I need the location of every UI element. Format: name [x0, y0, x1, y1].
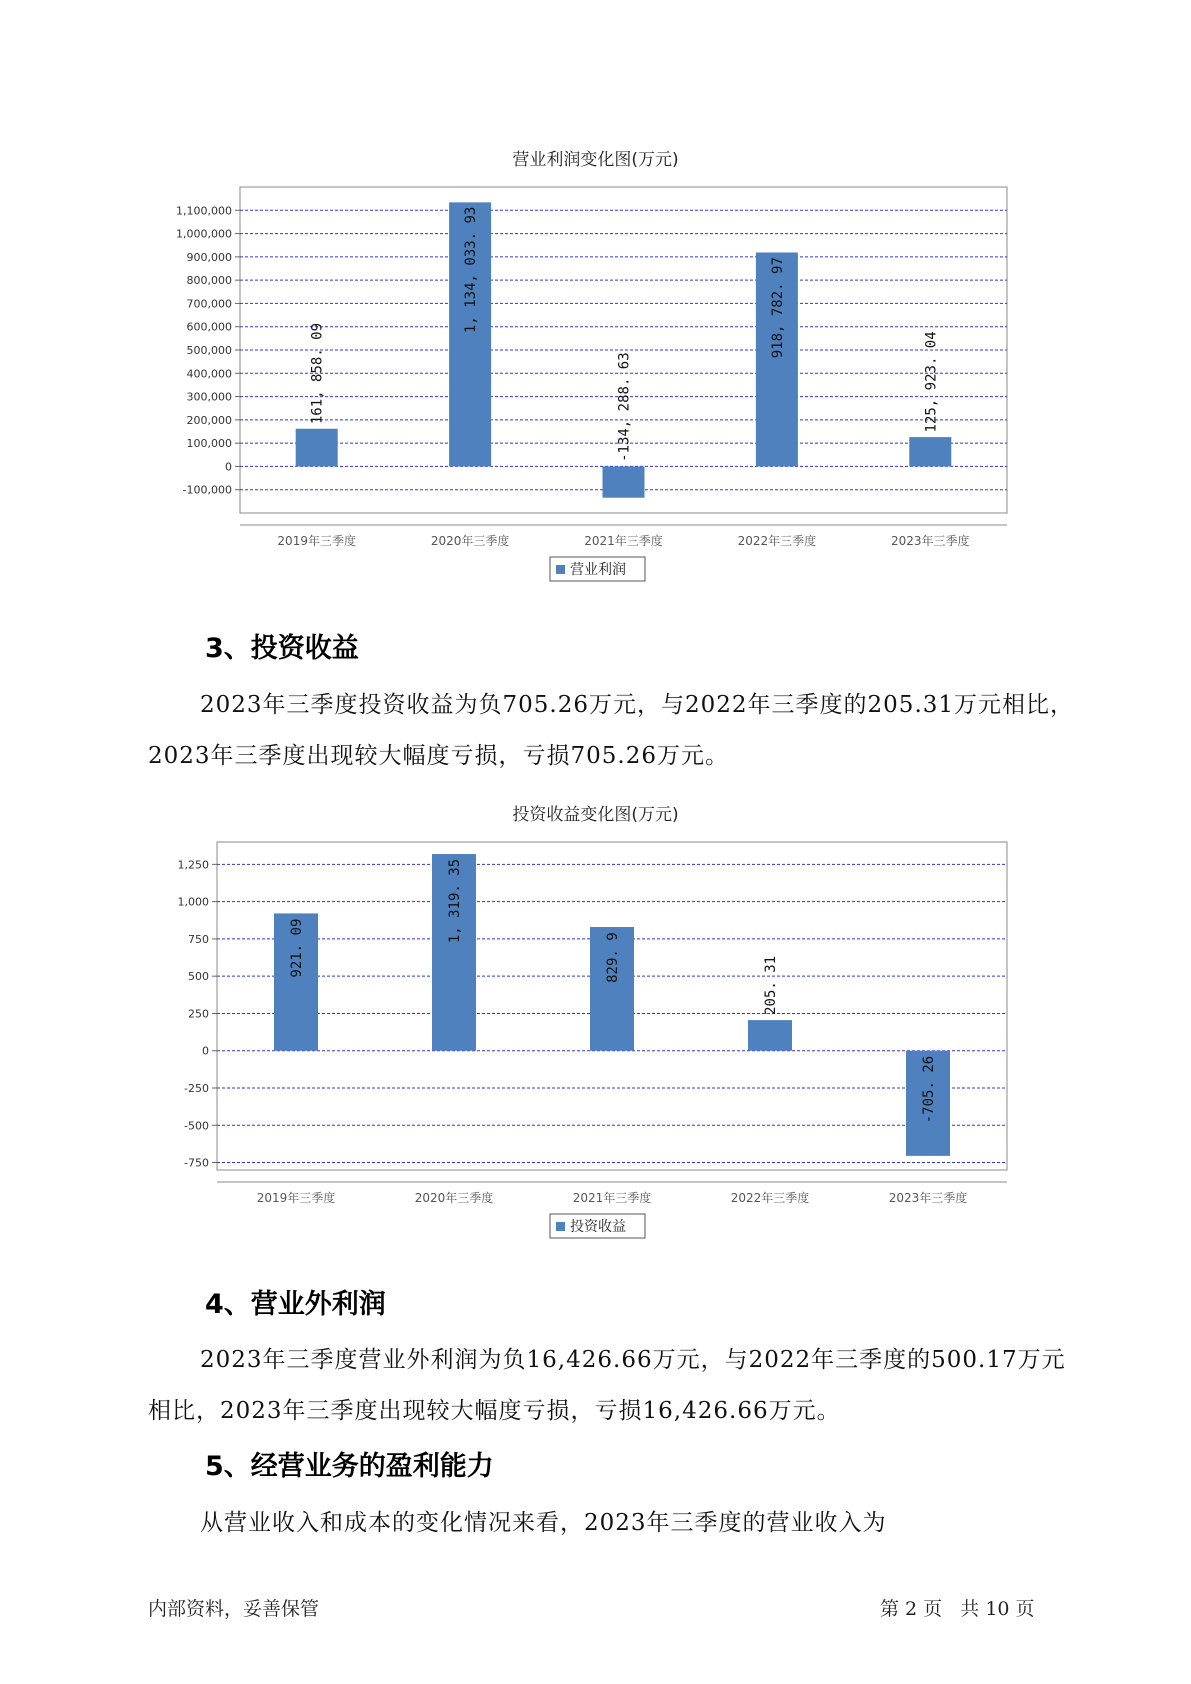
chart1-y-tick-label: 500,000: [186, 344, 232, 357]
paragraph-business-profitability: 从营业收入和成本的变化情况来看，2023年三季度的营业收入为: [200, 1510, 887, 1536]
footer-confidential: 内部资料，妥善保管: [148, 1598, 320, 1620]
chart1-title: 营业利润变化图(万元): [512, 150, 679, 170]
heading-business-profitability: 5、经营业务的盈利能力: [205, 1451, 494, 1482]
chart2-y-tick-label: -750: [184, 1156, 209, 1170]
heading-investment-income: 3、投资收益: [205, 633, 359, 664]
chart1-category-label: 2020年三季度: [430, 534, 510, 548]
chart1-category-label: 2023年三季度: [891, 534, 970, 548]
chart2-category-label: 2021年三季度: [572, 1191, 652, 1205]
chart2-y-tick-label: 250: [188, 1007, 209, 1021]
chart1-y-tick-label: -100,000: [182, 483, 232, 497]
chart1-data-label: 918, 782. 97: [769, 257, 786, 359]
chart2-data-label: 205. 31: [763, 955, 779, 1015]
chart1-y-tick-label: 600,000: [186, 320, 232, 334]
chart2-data-label: 1, 319. 35: [447, 858, 463, 944]
chart1-y-tick-label: 700,000: [186, 297, 232, 311]
chart2-y-tick-label: -250: [184, 1082, 209, 1095]
chart1-data-label: 161, 858. 09: [309, 322, 326, 425]
chart2-bar: [748, 1020, 792, 1051]
chart2-y-tick-label: 1,000: [177, 895, 209, 909]
chart1-operating-profit: [0, 170, 1191, 590]
chart1-y-tick-label: 0: [225, 460, 232, 474]
chart1-data-label: 1, 134, 033. 93: [463, 206, 480, 334]
chart2-category-label: 2022年三季度: [730, 1191, 810, 1205]
chart2-data-label: -705. 26: [921, 1055, 937, 1124]
chart1-category-label: 2019年三季度: [277, 534, 356, 548]
chart1-legend-label: 营业利润: [570, 562, 626, 578]
chart2-data-label: 829. 9: [605, 932, 621, 983]
chart1-y-tick-label: 900,000: [186, 250, 232, 264]
chart1-y-tick-label: 100,000: [186, 437, 232, 451]
heading-non-operating-profit: 4、营业外利润: [205, 1289, 386, 1320]
chart1-bar: [603, 466, 645, 497]
chart2-y-tick-label: 1,250: [177, 858, 209, 872]
chart1-category-label: 2022年三季度: [737, 534, 817, 548]
chart2-legend-swatch: [556, 1222, 565, 1231]
chart1-y-tick-label: 400,000: [186, 367, 232, 381]
footer-page-number: 第 2 页 共 10 页: [880, 1598, 1035, 1620]
chart2-category-label: 2023年三季度: [888, 1191, 968, 1205]
paragraph-non-operating-profit: 2023年三季度营业外利润为负16,426.66万元，与2022年三季度的500.17万元相比，2023年三季度出现较大幅度亏损，亏损16,426.66万元。: [148, 1347, 1066, 1424]
chart1-data-label: 125, 923. 04: [923, 331, 940, 433]
chart2-y-tick-label: 500: [188, 970, 209, 984]
chart2-title: 投资收益变化图(万元): [512, 805, 679, 825]
chart1-y-tick-label: 1,000,000: [176, 227, 232, 241]
chart2-category-label: 2020年三季度: [414, 1191, 494, 1205]
chart2-y-tick-label: 0: [202, 1044, 209, 1058]
chart1-y-tick-label: 300,000: [186, 390, 232, 404]
chart2-investment-income: [0, 827, 1191, 1247]
chart2-y-tick-label: 750: [188, 932, 209, 946]
chart2-y-tick-label: -500: [184, 1119, 209, 1133]
chart2-category-label: 2019年三季度: [256, 1191, 336, 1205]
chart2-legend-label: 投资收益: [570, 1219, 626, 1235]
chart2-data-label: 921. 09: [289, 918, 305, 978]
chart1-y-tick-label: 800,000: [186, 274, 232, 288]
chart1-category-label: 2021年三季度: [584, 534, 663, 548]
chart1-y-tick-label: 1,100,000: [176, 204, 232, 218]
chart1-bar: [909, 437, 951, 466]
chart1-y-tick-label: 200,000: [186, 413, 232, 427]
chart1-bar: [296, 429, 338, 467]
chart1-legend-swatch: [556, 565, 565, 574]
paragraph-investment-income: 2023年三季度投资收益为负705.26万元，与2022年三季度的205.31万元相比，2023年三季度出现较大幅度亏损，亏损705.26万元。: [148, 692, 1075, 769]
chart1-data-label: -134, 288. 63: [616, 352, 633, 462]
